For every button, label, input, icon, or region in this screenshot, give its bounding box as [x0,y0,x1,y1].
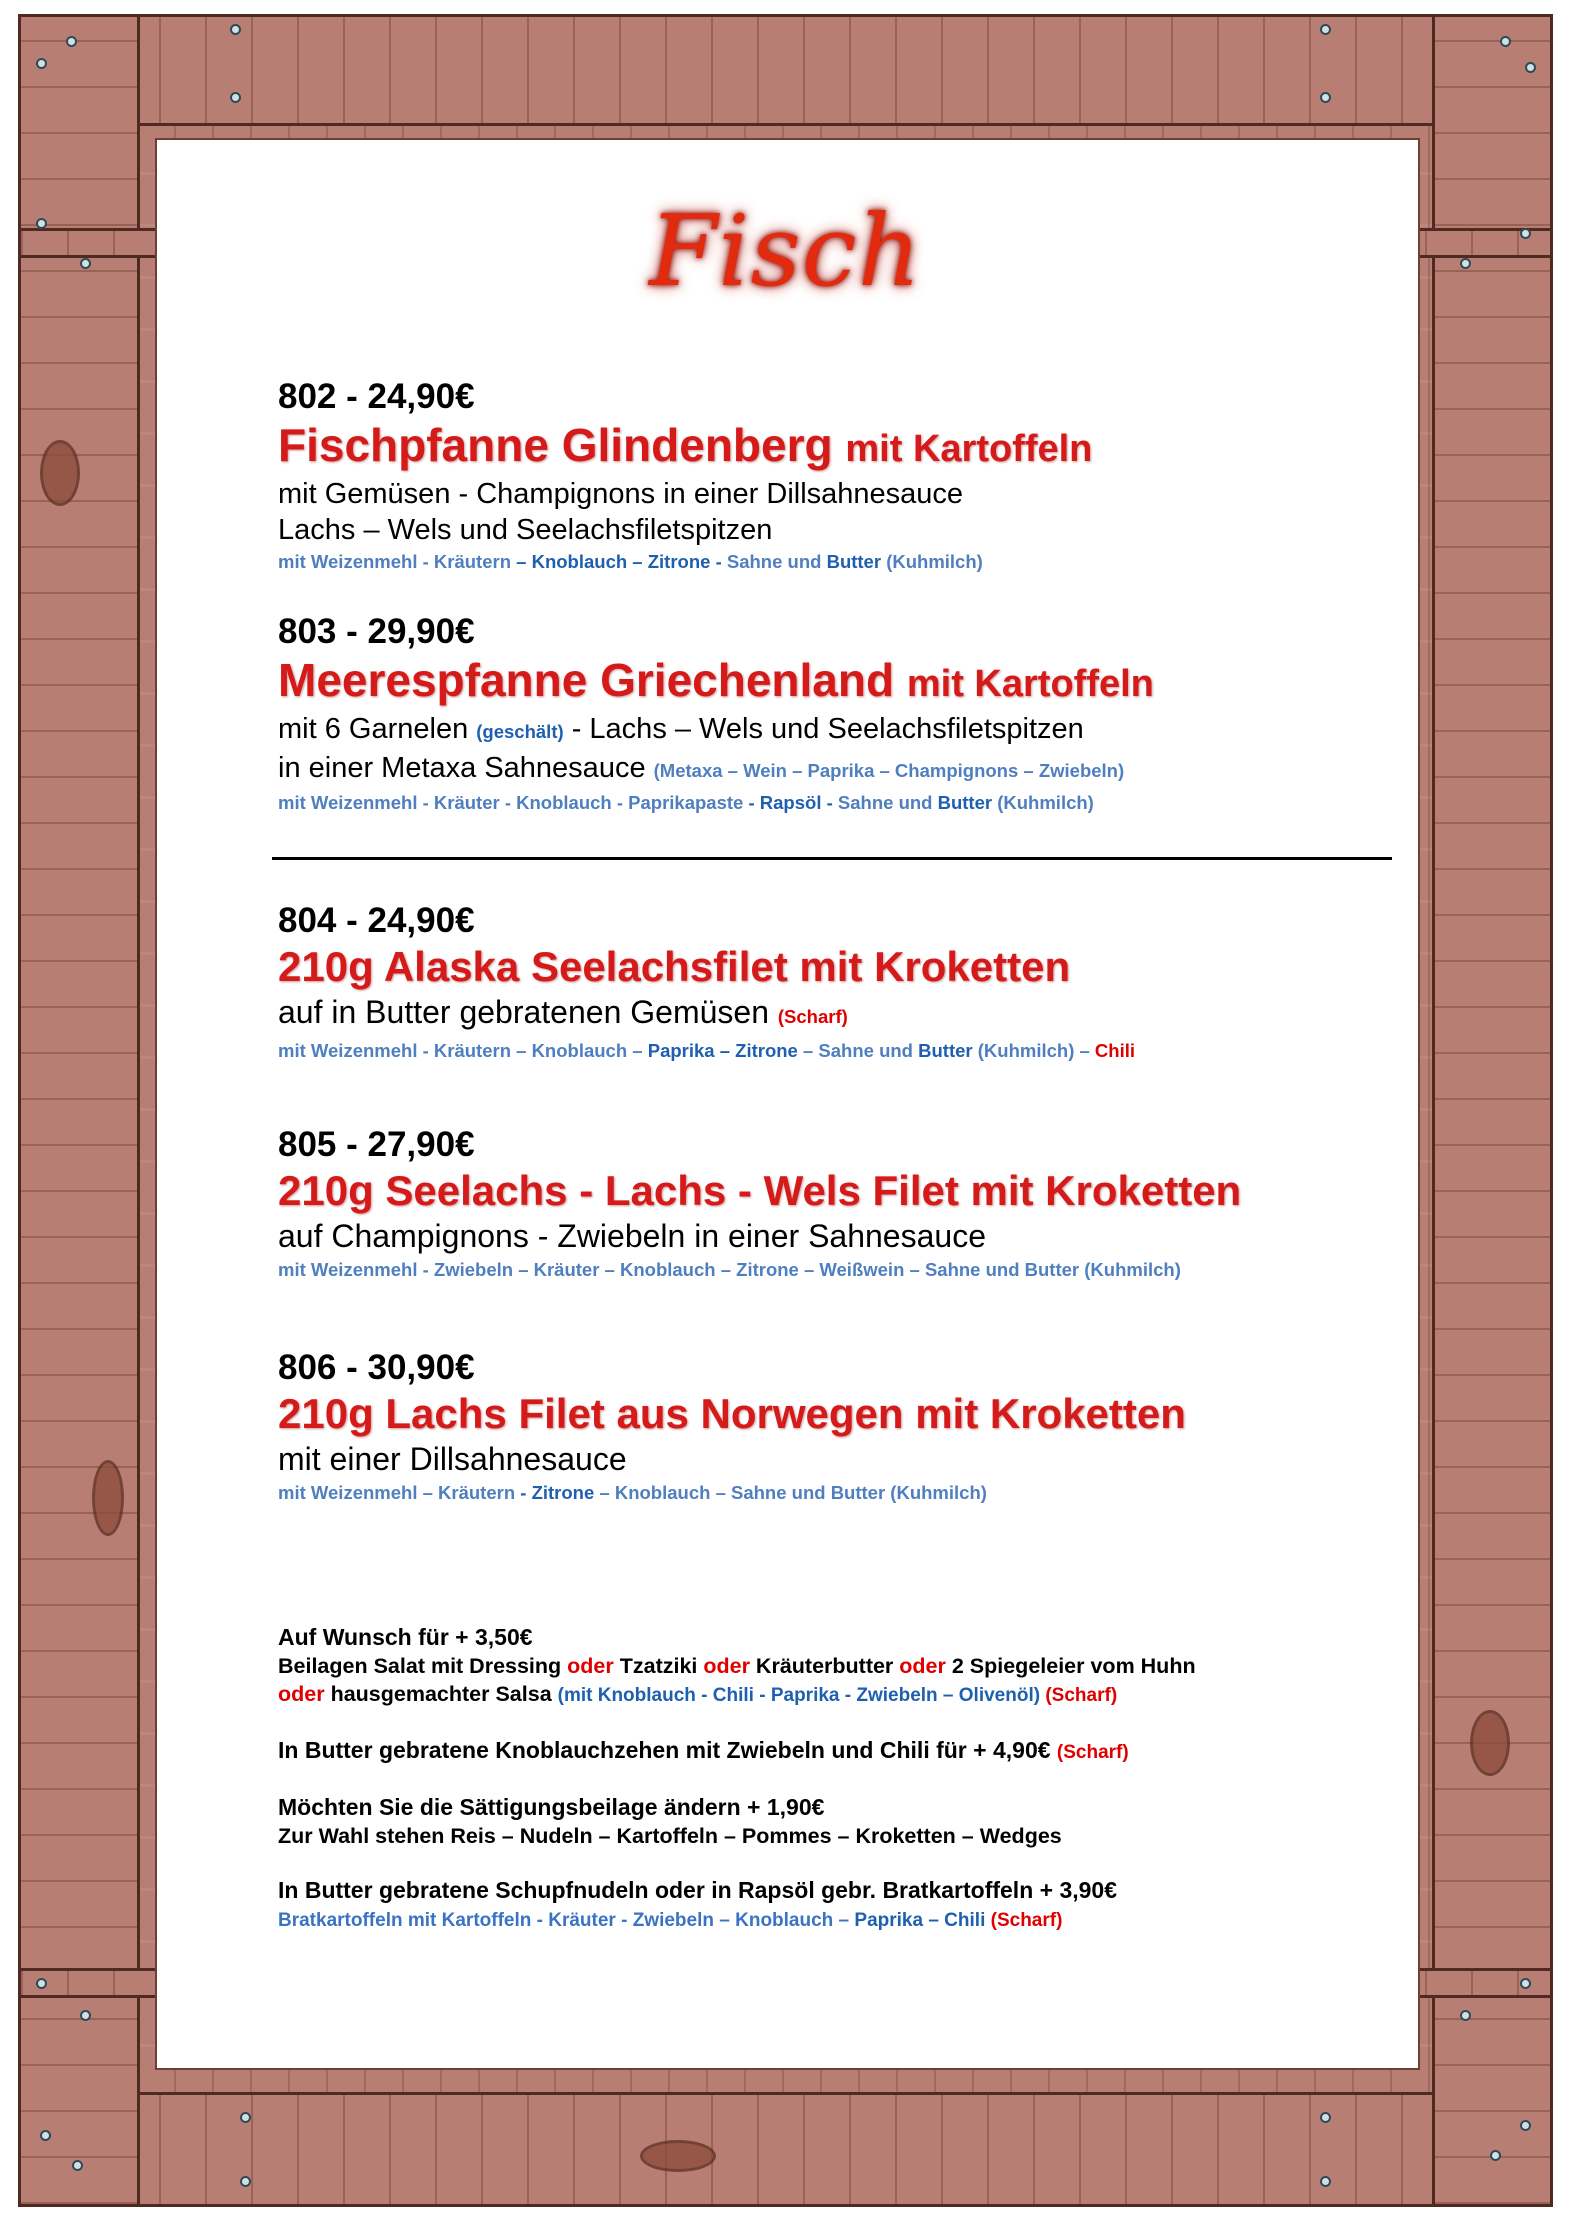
extra-text: Beilagen Salat mit Dressing oder Tzatziki oder Kräuterbutter oder 2 Spiegeleier vom Huhn [278,1654,1196,1678]
item-description: in einer Metaxa Sahnesauce (Metaxa – Wein – Paprika – Champignons – Zwiebeln) [278,752,1125,784]
nail-icon [1520,1978,1531,1989]
item-allergens: mit Weizenmehl - Kräutern – Knoblauch – Zitrone - Sahne und Butter (Kuhmilch) [278,551,983,572]
item-description: auf in Butter gebratenen Gemüsen (Scharf) [278,994,848,1030]
menu-items [278,376,1408,1506]
item-name: Fischpfanne Glindenberg mit Kartoffeln [278,419,1093,471]
extra-heading: Auf Wunsch für + 3,50€ [278,1624,533,1650]
item-description: mit Gemüsen - Champignons in einer Dillsahnesauce [278,478,964,510]
wood-knot [40,440,80,506]
item-name-suffix: mit Kartoffeln [845,428,1093,470]
nail-icon [80,2010,91,2021]
nail-icon [1525,62,1536,73]
extras-section [278,1623,1408,1935]
nail-icon [1520,2120,1531,2131]
nail-icon [1490,2150,1501,2161]
extra-salad [278,1623,1408,1710]
nail-icon [40,2130,51,2141]
menu-item-802 [278,376,1408,575]
extra-text: Zur Wahl stehen Reis – Nudeln – Kartoffeln – Pommes – Kroketten – Wedges [278,1824,1062,1848]
wood-knot [92,1460,124,1536]
extra-heading: Möchten Sie die Sättigungsbeilage ändern + 1,90€ [278,1794,825,1820]
item-description: mit 6 Garnelen (geschält) - Lachs – Wels und Seelachsfiletspitzen [278,713,1084,745]
menu-item-805 [278,1124,1408,1283]
item-allergens: mit Weizenmehl – Kräutern - Zitrone – Knoblauch – Sahne und Butter (Kuhmilch) [278,1482,987,1503]
nail-icon [230,24,241,35]
extra-side-change [278,1793,1408,1850]
item-price: 802 - 24,90€ [278,377,475,416]
nail-icon [1320,24,1331,35]
item-allergens: mit Weizenmehl - Zwiebeln – Kräuter – Knoblauch – Zitrone – Weißwein – Sahne und Butter (Kuhmilch) [278,1259,1181,1280]
item-price: 806 - 30,90€ [278,1348,475,1387]
frame-beam-left [18,14,140,2207]
menu-item-804 [278,900,1408,1064]
item-name: 210g Lachs Filet aus Norwegen mit Kroketten [278,1390,1186,1437]
nail-icon [36,58,47,69]
extra-text: Bratkartoffeln mit Kartoffeln - Kräuter - Zwiebeln – Knoblauch – Paprika – Chili (Scharf) [278,1910,1063,1931]
item-allergens: mit Weizenmehl - Kräutern – Knoblauch – Paprika – Zitrone – Sahne und Butter (Kuhmilch) – Chili [278,1040,1136,1061]
nail-icon [1320,2176,1331,2187]
nail-icon [240,2112,251,2123]
item-description: auf Champignons - Zwiebeln in einer Sahnesauce [278,1218,986,1254]
extra-potatoes [278,1876,1408,1935]
nail-icon [36,1978,47,1989]
item-name: 210g Seelachs - Lachs - Wels Filet mit Kroketten [278,1167,1242,1214]
nail-icon [1460,2010,1471,2021]
page-title: Fisch [649,195,922,309]
section-divider [272,857,1392,860]
nail-icon [1320,2112,1331,2123]
nail-icon [1500,36,1511,47]
item-allergens: mit Weizenmehl - Kräuter - Knoblauch - Paprikapaste - Rapsöl - Sahne und Butter (Kuhmilch) [278,792,1094,813]
extra-heading: In Butter gebratene Schupfnudeln oder in Rapsöl gebr. Bratkartoffeln + 3,90€ [278,1877,1118,1903]
frame-beam-bottom [18,2092,1553,2207]
item-name-suffix: mit Kartoffeln [906,663,1154,705]
item-name: 210g Alaska Seelachsfilet mit Kroketten [278,943,1071,990]
item-price: 804 - 24,90€ [278,901,475,940]
frame-beam-right [1432,14,1553,2207]
item-price: 803 - 29,90€ [278,612,475,651]
nail-icon [230,92,241,103]
item-description: Lachs – Wels und Seelachsfiletspitzen [278,514,773,546]
item-description: mit einer Dillsahnesauce [278,1441,627,1477]
wood-knot [1470,1710,1510,1776]
nail-icon [66,36,77,47]
item-name: Meerespfanne Griechenland mit Kartoffeln [278,654,1154,706]
extra-garlic [278,1736,1408,1767]
nail-icon [72,2160,83,2171]
menu-item-803 [278,611,1408,816]
extra-heading: In Butter gebratene Knoblauchzehen mit Zwiebeln und Chili für + 4,90€ (Scharf) [278,1737,1129,1763]
menu-item-806 [278,1347,1408,1506]
extra-text: oder hausgemachter Salsa (mit Knoblauch - Chili - Paprika - Zwiebeln – Olivenöl) (Scharf) [278,1682,1118,1706]
item-price: 805 - 27,90€ [278,1125,475,1164]
nail-icon [1320,92,1331,103]
nail-icon [240,2176,251,2187]
wood-knot [640,2140,716,2172]
